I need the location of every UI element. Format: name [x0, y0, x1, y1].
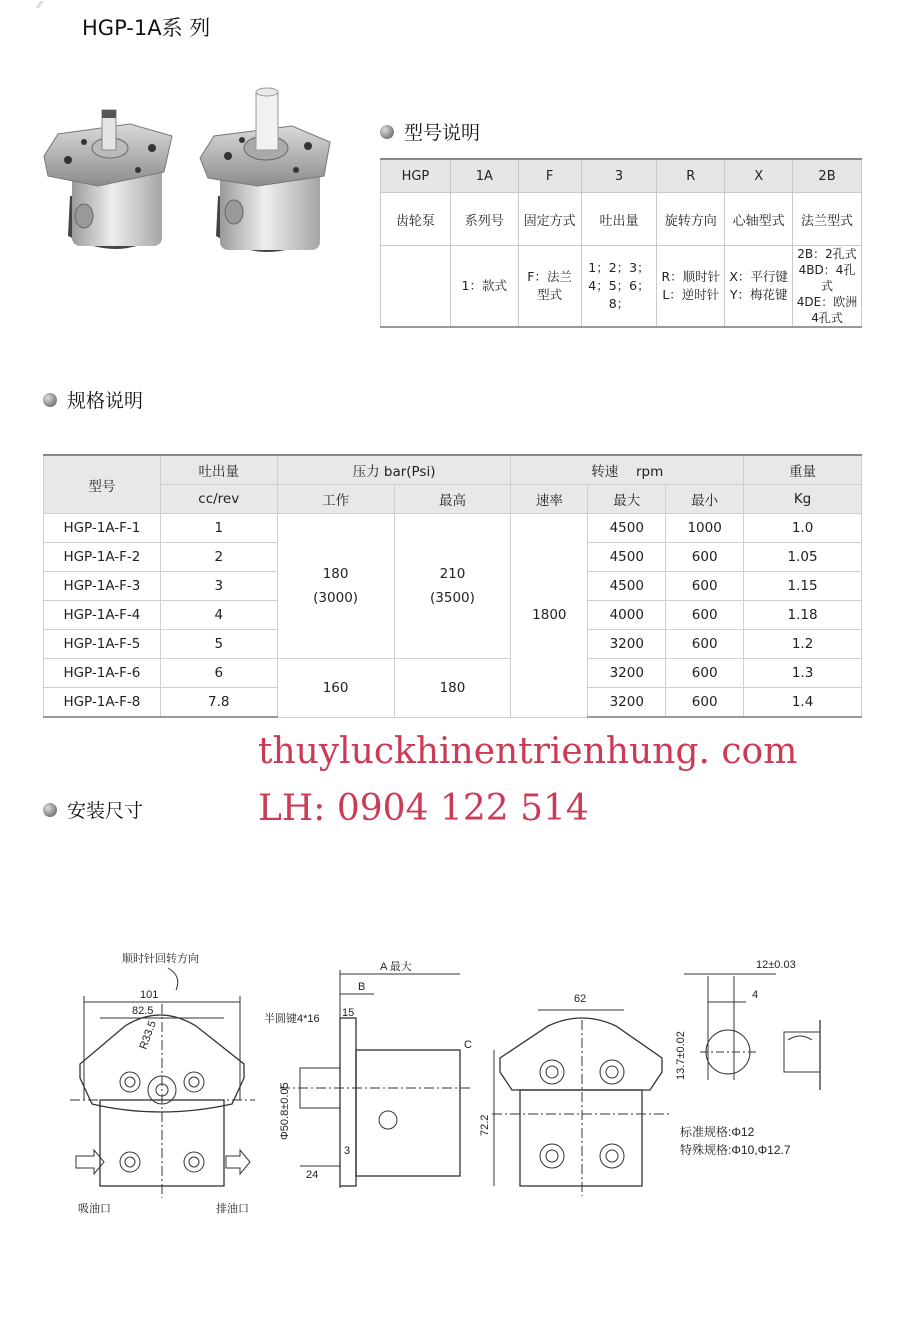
front-view [70, 951, 255, 1215]
cell-work-group1 [277, 514, 394, 659]
detail-line: Y：梅花键 [729, 287, 788, 302]
detail-line: 4孔式 [811, 311, 843, 325]
name-cell: 法兰型式 [793, 193, 862, 246]
cell-model: HGP-1A-F-2 [44, 543, 161, 572]
cell-model: HGP-1A-F-8 [44, 688, 161, 718]
cell-weight: 1.4 [744, 688, 862, 718]
detail-line: 4BD：4孔式 [798, 263, 856, 293]
cell-disp: 7.8 [160, 688, 277, 718]
name-cell: 心轴型式 [725, 193, 793, 246]
cell-smax: 3200 [588, 659, 666, 688]
section-spec-heading [43, 386, 143, 413]
model-code-table [380, 158, 862, 328]
inlet-label: 吸油口 [78, 1203, 111, 1215]
header-speed-max: 最大 [588, 485, 666, 514]
rotation-arrow-icon [168, 968, 178, 990]
name-cell: 齿轮泵 [381, 193, 451, 246]
detail-line: 4DE：欧洲 [796, 295, 858, 309]
cell-disp: 2 [160, 543, 277, 572]
cell-smax: 4500 [588, 514, 666, 543]
spec-header-row-1 [44, 455, 862, 485]
watermark-phone: LH: 0904 122 514 [258, 788, 589, 829]
outlet-arrow-icon [226, 1150, 250, 1174]
code-cell: X [725, 159, 793, 193]
cell-disp: 6 [160, 659, 277, 688]
dim-62: 62 [574, 993, 587, 1005]
spec-header-row-2 [44, 485, 862, 514]
cell-smax: 4500 [588, 572, 666, 601]
detail-cell-empty [381, 246, 451, 328]
name-cell: 系列号 [450, 193, 518, 246]
model-code-row [381, 159, 862, 193]
cell-weight: 1.05 [744, 543, 862, 572]
cell-weight: 1.15 [744, 572, 862, 601]
pump-photo-right [200, 88, 330, 252]
max-value: 210 [439, 566, 466, 582]
cell-model: HGP-1A-F-6 [44, 659, 161, 688]
code-cell: F [518, 159, 581, 193]
section-model-title: 型号说明 [404, 122, 481, 144]
cell-smax: 3200 [588, 688, 666, 718]
code-cell: HGP [381, 159, 451, 193]
dim-72-2: 72.2 [479, 1114, 491, 1136]
section-spec-title: 规格说明 [67, 390, 144, 412]
table-row [44, 659, 862, 688]
table-row [44, 514, 862, 543]
pump-photo-left [44, 110, 172, 249]
section-install-heading [43, 796, 143, 823]
shaft-detail [675, 959, 820, 1157]
header-max: 最高 [394, 485, 511, 514]
cell-model: HGP-1A-F-4 [44, 601, 161, 630]
header-displacement-unit: cc/rev [160, 485, 277, 514]
detail-cell [793, 246, 862, 328]
cell-weight: 1.18 [744, 601, 862, 630]
label-c: C [464, 1039, 472, 1051]
cell-disp: 3 [160, 572, 277, 601]
dim-phi50-8: Φ50.8±0.05 [279, 1082, 291, 1140]
code-cell: 1A [450, 159, 518, 193]
watermark-site: thuyluckhinentrienhung. com [258, 731, 798, 772]
rear-view [479, 993, 672, 1196]
dim-12: 12±0.03 [756, 959, 796, 971]
dim-4: 4 [752, 989, 759, 1001]
detail-cell: 1：款式 [450, 246, 518, 328]
header-rate: 速率 [511, 485, 588, 514]
detail-line: 2B：2孔式 [797, 247, 857, 261]
detail-line: F：法兰 [527, 269, 572, 284]
detail-cell [657, 246, 725, 328]
bullet-icon [43, 393, 57, 407]
bullet-icon [43, 803, 57, 817]
cell-model: HGP-1A-F-1 [44, 514, 161, 543]
header-speed: 转速 rpm [511, 455, 744, 485]
header-weight-unit: Kg [744, 485, 862, 514]
install-drawing [0, 940, 900, 1240]
detail-line: 1；2；3； [588, 260, 650, 275]
header-work: 工作 [277, 485, 394, 514]
cell-weight: 1.2 [744, 630, 862, 659]
section-model-heading [380, 118, 480, 145]
cell-model: HGP-1A-F-5 [44, 630, 161, 659]
cell-smin: 600 [666, 688, 744, 718]
dim-a-max: A 最大 [380, 961, 412, 973]
key-label: 半圆键4*16 [264, 1013, 320, 1025]
dim-24: 24 [306, 1169, 319, 1181]
code-cell: 3 [581, 159, 657, 193]
std-spec: 标准规格:Φ12 [680, 1125, 755, 1139]
cell-max-group2: 180 [394, 659, 511, 718]
detail-line: 4；5；6； [588, 278, 650, 293]
cell-disp: 4 [160, 601, 277, 630]
dim-3: 3 [344, 1145, 351, 1157]
header-displacement: 吐出量 [160, 455, 277, 485]
detail-cell [725, 246, 793, 328]
spec-table [43, 454, 862, 718]
work-value: 180 [322, 566, 349, 582]
name-cell: 吐出量 [581, 193, 657, 246]
cell-smin: 600 [666, 601, 744, 630]
outlet-label: 排油口 [216, 1203, 249, 1215]
dim-r33-5: R33.5 [137, 1019, 159, 1052]
dim-82-5: 82.5 [132, 1005, 154, 1017]
cell-smax: 4000 [588, 601, 666, 630]
dim-13-7: 13.7±0.02 [675, 1031, 687, 1080]
code-cell: 2B [793, 159, 862, 193]
max-psi: (3500) [430, 590, 475, 606]
dim-15: 15 [342, 1007, 355, 1019]
cell-smin: 600 [666, 572, 744, 601]
work-psi: (3000) [313, 590, 359, 606]
cell-smin: 600 [666, 630, 744, 659]
detail-line: L：逆时针 [662, 287, 720, 302]
cell-weight: 1.3 [744, 659, 862, 688]
cell-max-group1 [394, 514, 511, 659]
cell-model: HGP-1A-F-3 [44, 572, 161, 601]
code-cell: R [657, 159, 725, 193]
section-install-title: 安装尺寸 [67, 800, 144, 822]
cell-work-group2: 160 [277, 659, 394, 718]
model-name-row [381, 193, 862, 246]
detail-line: R：顺时针 [661, 269, 721, 284]
page-title: HGP-1A系 列 [82, 16, 211, 40]
cell-smin: 600 [666, 543, 744, 572]
header-speed-min: 最小 [666, 485, 744, 514]
cell-rate: 1800 [511, 514, 588, 718]
name-cell: 固定方式 [518, 193, 581, 246]
dim-b: B [358, 981, 366, 993]
detail-line: X：平行键 [729, 269, 788, 284]
detail-cell [581, 246, 657, 328]
product-photos [38, 86, 338, 286]
bullet-icon [380, 125, 394, 139]
name-cell: 旋转方向 [657, 193, 725, 246]
cell-disp: 5 [160, 630, 277, 659]
model-detail-row [381, 246, 862, 328]
cell-smax: 3200 [588, 630, 666, 659]
header-pressure: 压力 bar(Psi) [277, 455, 511, 485]
detail-line: 8； [608, 296, 630, 311]
detail-line: 型式 [537, 287, 563, 302]
detail-cell [518, 246, 581, 328]
cell-smax: 4500 [588, 543, 666, 572]
special-spec: 特殊规格:Φ10,Φ12.7 [680, 1143, 791, 1157]
cell-smin: 600 [666, 659, 744, 688]
cell-weight: 1.0 [744, 514, 862, 543]
side-view [264, 959, 472, 1188]
rotation-label: 顺时针回转方向 [122, 953, 199, 965]
cell-smin: 1000 [666, 514, 744, 543]
corner-mark: ⁄⁄ [38, 0, 42, 11]
cell-disp: 1 [160, 514, 277, 543]
header-model: 型号 [44, 455, 161, 514]
dim-101: 101 [140, 989, 159, 1001]
header-weight: 重量 [744, 455, 862, 485]
